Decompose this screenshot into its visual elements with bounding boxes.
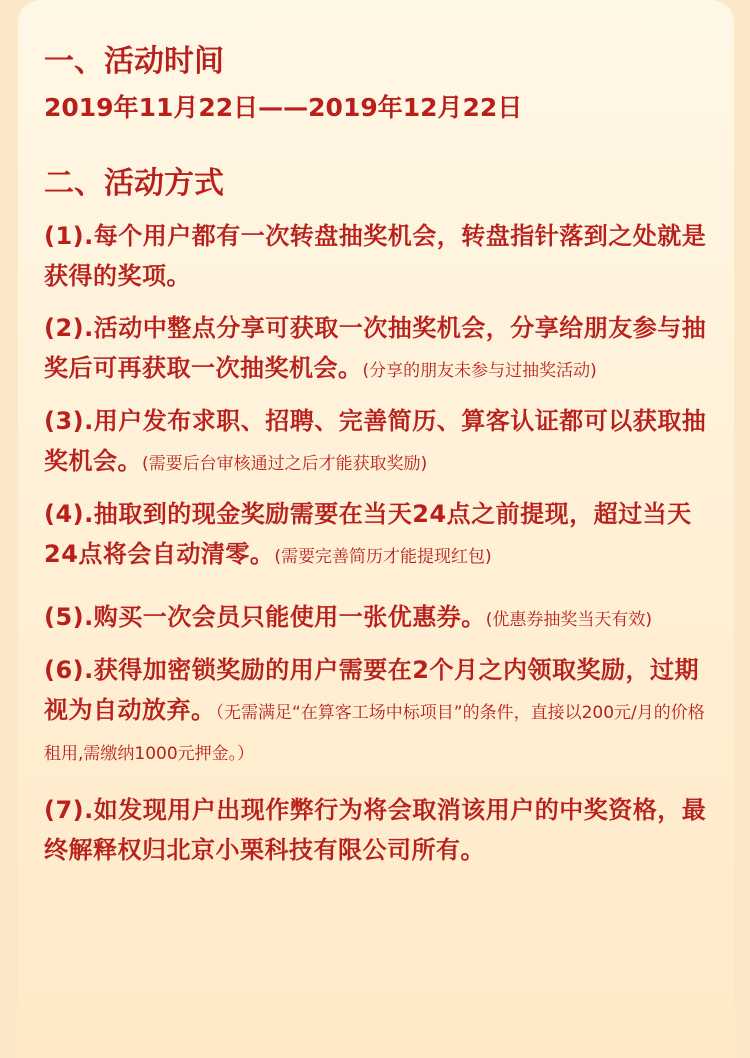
rule-text: (1).每个用户都有一次转盘抽奖机会，转盘指针落到之处就是获得的奖项。 bbox=[44, 222, 707, 290]
rule-text: (3).用户发布求职、招聘、完善简历、算客认证都可以获取抽奖机会。 bbox=[44, 407, 707, 475]
rule-item-7 bbox=[44, 790, 708, 870]
rule-text: (5).购买一次会员只能使用一张优惠券。 bbox=[44, 603, 486, 631]
rule-item-1 bbox=[44, 216, 708, 296]
rule-item-5 bbox=[44, 597, 708, 638]
rule-note: (优惠券抽奖当天有效) bbox=[485, 610, 653, 630]
section-heading-method: 二、活动方式 bbox=[44, 166, 224, 201]
rule-text: (4).抽取到的现金奖励需要在当天24点之前提现，超过当天24点将会自动清零。 bbox=[44, 500, 692, 568]
rule-item-4 bbox=[44, 494, 708, 575]
rule-note: (分享的朋友未参与过抽奖活动) bbox=[362, 361, 597, 381]
activity-date-range: 2019年11月22日——2019年12月22日 bbox=[44, 93, 523, 122]
rule-text: (2).活动中整点分享可获取一次抽奖机会，分享给朋友参与抽奖后可再获取一次抽奖机会。 bbox=[44, 314, 707, 382]
rule-note: （无需满足“在算客工场中标项目”的条件，直接以200元/月的价格租用,需缴纳1000元押金。） bbox=[44, 703, 705, 764]
rule-item-2 bbox=[44, 308, 708, 389]
rule-note: (需要完善简历才能提现红包) bbox=[274, 547, 492, 567]
rule-item-3 bbox=[44, 401, 708, 482]
rule-text: (6).获得加密锁奖励的用户需要在2个月之内领取奖励，过期视为自动放弃。 bbox=[44, 656, 699, 724]
rule-text: (7).如发现用户出现作弊行为将会取消该用户的中奖资格，最终解释权归北京小栗科技有限公司所有。 bbox=[44, 796, 707, 864]
rule-note: (需要后台审核通过之后才能获取奖励) bbox=[142, 454, 428, 474]
rule-item-6 bbox=[44, 650, 708, 772]
section-heading-time: 一、活动时间 bbox=[44, 44, 224, 79]
rules-card bbox=[18, 0, 734, 1058]
